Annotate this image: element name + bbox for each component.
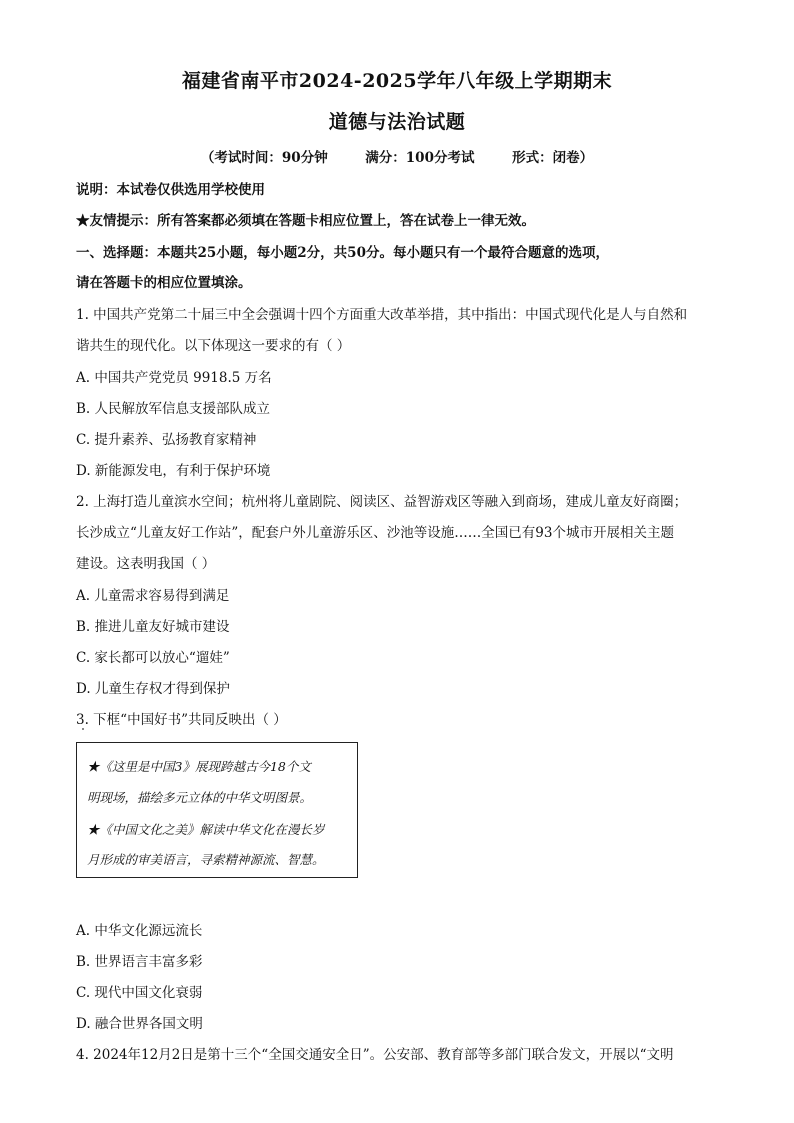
q1-option-d: D. 新能源发电，有利于保护环境	[76, 463, 271, 479]
quote-box	[76, 742, 358, 878]
q3-option-b: B. 世界语言丰富多彩	[76, 954, 203, 970]
q2-option-d: D. 儿童生存权才得到保护	[76, 681, 230, 697]
q3-option-c: C. 现代中国文化衰弱	[76, 985, 203, 1001]
q2-option-c: C. 家长都可以放心“遛娃”	[76, 650, 230, 666]
q2-stem: 2. 上海打造儿童滨水空间；杭州将儿童剧院、阅读区、益智游戏区等融入到商场，建成儿童友好商圈；	[76, 494, 688, 510]
section-heading-cont: 请在答题卡的相应位置填涂。	[76, 275, 252, 291]
q3-option-a: A. 中华文化源远流长	[76, 923, 203, 939]
section-heading: 一、选择题：本题共25小题，每小题2分，共50分。每小题只有一个最符合题意的选项，	[76, 245, 609, 261]
exam-subject: 道德与法治试题	[328, 111, 466, 133]
box-line: 明现场，描绘多元立体的中华文明图景。	[87, 790, 313, 805]
tip-note: ★友情提示：所有答案都必须填在答题卡相应位置上，答在试卷上一律无效。	[76, 213, 535, 229]
q1-stem: 谐共生的现代化。以下体现这一要求的有（ ）	[76, 338, 351, 354]
q4-stem: 4. 2024年12月2日是第十三个“全国交通安全日”。公安部、教育部等多部门联合发文，开展以“文明	[76, 1047, 674, 1063]
q1-stem: 1. 中国共产党第二十届三中全会强调十四个方面重大改革举措，其中指出：中国式现代化是人与自然和	[76, 307, 688, 323]
q2-option-b: B. 推进儿童友好城市建设	[76, 619, 230, 635]
box-line: ★《这里是中国3》展现跨越古今18个文	[87, 759, 311, 774]
exam-title: 福建省南平市2024-2025学年八年级上学期期末	[181, 70, 613, 92]
q3-stem: 3. 下框“中国好书”共同反映出（ ）	[76, 712, 287, 728]
stray-mark	[82, 728, 84, 730]
box-line: ★《中国文化之美》解读中华文化在漫长岁	[87, 822, 325, 837]
explain-note: 说明：本试卷仅供选用学校使用	[76, 182, 265, 198]
q2-stem: 长沙成立“儿童友好工作站”，配套户外儿童游乐区、沙池等设施……全国已有93个城市开展相关主题	[76, 525, 674, 541]
q3-option-d: D. 融合世界各国文明	[76, 1016, 203, 1032]
q1-option-a: A. 中国共产党党员 9918.5 万名	[76, 370, 272, 386]
q2-stem: 建设。这表明我国（ ）	[76, 556, 216, 572]
q2-option-a: A. 儿童需求容易得到满足	[76, 588, 230, 604]
box-line: 月形成的审美语言，寻索精神源流、智慧。	[87, 852, 325, 867]
q1-option-b: B. 人民解放军信息支援部队成立	[76, 401, 271, 417]
exam-meta: （考试时间：90分钟 满分：100分考试 形式：闭卷）	[200, 150, 594, 166]
q1-option-c: C. 提升素养、弘扬教育家精神	[76, 432, 257, 448]
